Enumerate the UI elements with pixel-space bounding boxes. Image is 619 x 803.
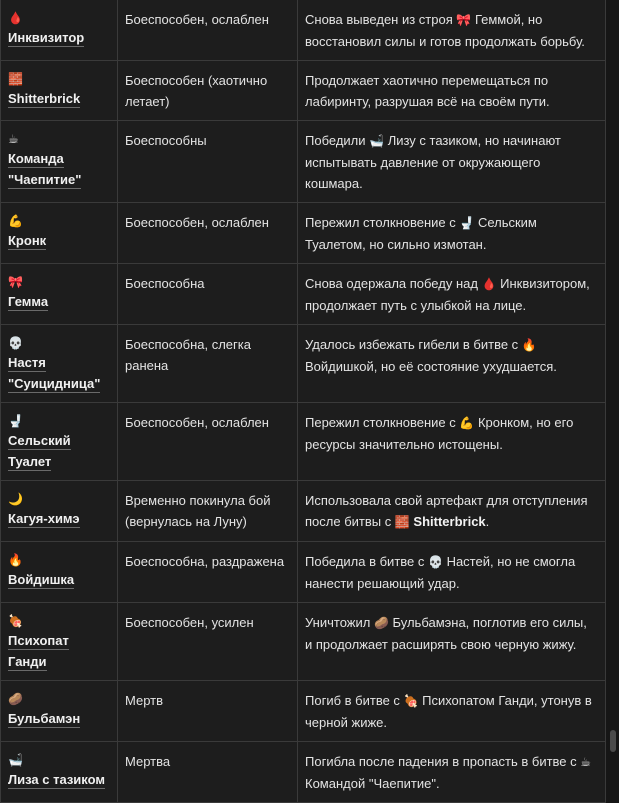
table-row	[1, 61, 606, 121]
description-text: Психопатом Ганди, утонув в черной жиже.	[305, 693, 592, 730]
character-cell	[1, 481, 118, 542]
character-name: Инквизитор	[8, 30, 85, 45]
potato-icon: 🥔	[373, 616, 389, 630]
character-name: Команда "Чаепитие"	[8, 151, 82, 187]
meat-on-bone-icon: 🍖	[8, 614, 23, 628]
status-cell: Временно покинула бой (вернулась на Луну)	[118, 481, 298, 542]
description-text: Погибла после падения в пропасть в битве с	[305, 754, 581, 769]
description-text: Продолжает хаотично перемещаться по лабиринту, разрушая всё на своём пути.	[305, 73, 550, 109]
character-cell	[1, 742, 118, 803]
status-cell: Боеспособен, усилен	[118, 603, 298, 681]
table-row	[1, 542, 606, 603]
description-text: Сельским Туалетом, но сильно измотан.	[305, 215, 537, 252]
description-text: Снова одержала победу над	[305, 276, 482, 291]
description-text: Пережил столкновение с	[305, 215, 460, 230]
character-name: Гемма	[8, 294, 49, 309]
table-row	[1, 681, 606, 742]
character-cell	[1, 61, 118, 121]
status-cell: Боеспособен, ослаблен	[118, 0, 298, 61]
character-cell	[1, 403, 118, 481]
description-text: Войдишкой, но её состояние ухудшается.	[305, 359, 557, 374]
brick-icon: 🧱	[8, 72, 23, 86]
toilet-icon: 🚽	[8, 414, 23, 428]
character-cell	[1, 681, 118, 742]
flexed-biceps-icon: 💪	[459, 416, 475, 430]
crescent-moon-icon: 🌙	[8, 492, 23, 506]
skull-icon: 💀	[8, 336, 23, 350]
description-text: Снова выведен из строя	[305, 12, 457, 27]
character-cell	[1, 121, 118, 203]
table-body	[1, 0, 606, 803]
description-cell	[298, 742, 606, 803]
status-cell: Боеспособна, слегка ранена	[118, 325, 298, 403]
character-name: Кронк	[8, 233, 47, 248]
status-cell: Боеспособен, ослаблен	[118, 403, 298, 481]
potato-icon: 🥔	[8, 692, 23, 706]
character-cell	[1, 264, 118, 325]
description-text: Победили	[305, 133, 370, 148]
character-cell	[1, 603, 118, 681]
bathtub-icon: 🛁	[8, 753, 23, 767]
description-text: .	[485, 514, 490, 529]
status-cell: Боеспособна	[118, 264, 298, 325]
brick-icon: 🧱	[394, 515, 410, 529]
character-cell	[1, 325, 118, 403]
description-text: Инквизитором, продолжает путь с улыбкой на лице.	[305, 276, 590, 313]
character-name: Психопат Ганди	[8, 633, 69, 669]
description-text: Уничтожил	[305, 615, 374, 630]
toilet-icon: 🚽	[459, 216, 475, 230]
bow-icon: 🎀	[8, 275, 23, 289]
description-text: Удалось избежать гибели в битве с	[305, 337, 522, 352]
description-cell	[298, 61, 606, 121]
skull-icon: 💀	[428, 555, 443, 569]
blood-drop-icon: 🩸	[8, 11, 23, 25]
description-text: Бульбамэна, поглотив его силы, и продолжает расширять свою черную жижу.	[305, 615, 587, 652]
character-cell	[1, 0, 118, 61]
table-row	[1, 0, 606, 61]
character-name: Shitterbrick	[8, 91, 81, 106]
description-text: Командой "Чаепитие".	[305, 776, 440, 791]
character-name: Настя "Суицидница"	[8, 355, 101, 391]
description-text: Погиб в битве с	[305, 693, 404, 708]
character-name: Сельский Туалет	[8, 433, 71, 469]
fire-icon: 🔥	[8, 553, 23, 567]
description-cell	[298, 681, 606, 742]
bold-mention: Shitterbrick	[413, 514, 486, 529]
description-cell	[298, 325, 606, 403]
status-cell: Боеспособен, ослаблен	[118, 203, 298, 264]
description-cell	[298, 0, 606, 61]
table-row	[1, 742, 606, 803]
character-name: Бульбамэн	[8, 711, 81, 726]
description-cell	[298, 403, 606, 481]
status-cell: Боеспособны	[118, 121, 298, 203]
table-row	[1, 325, 606, 403]
character-name: Войдишка	[8, 572, 75, 587]
status-cell: Боеспособна, раздражена	[118, 542, 298, 603]
scrollbar-thumb[interactable]	[610, 730, 616, 752]
description-text: Победила в битве с	[305, 554, 428, 569]
flexed-biceps-icon: 💪	[8, 214, 23, 228]
description-text: Использовала свой артефакт для отступления после битвы с	[305, 493, 588, 529]
bow-icon: 🎀	[456, 13, 472, 27]
scrollbar[interactable]	[607, 0, 619, 759]
description-text: Пережил столкновение с	[305, 415, 460, 430]
character-cell	[1, 542, 118, 603]
meat-on-bone-icon: 🍖	[403, 694, 419, 708]
description-cell	[298, 481, 606, 542]
status-cell: Мертва	[118, 742, 298, 803]
description-cell	[298, 542, 606, 603]
table-row	[1, 264, 606, 325]
coffee-cup-icon: ☕	[580, 755, 592, 769]
bathtub-icon: 🛁	[369, 134, 385, 148]
status-cell: Боеспособен (хаотично летает)	[118, 61, 298, 121]
description-cell	[298, 603, 606, 681]
fire-icon: 🔥	[521, 338, 537, 352]
description-text: Настей, но не смогла нанести решающий удар.	[305, 554, 576, 591]
description-text: Геммой, но восстановил силы и готов продолжать борьбу.	[305, 12, 585, 49]
description-cell	[298, 264, 606, 325]
character-name: Лиза с тазиком	[8, 772, 106, 787]
description-text: Лизу с тазиком, но начинают испытывать давление от окружающего кошмара.	[305, 133, 561, 191]
blood-drop-icon: 🩸	[481, 277, 497, 291]
table-row	[1, 481, 606, 542]
description-text: Кронком, но его ресурсы значительно истощены.	[305, 415, 574, 452]
coffee-cup-icon: ☕	[8, 132, 19, 146]
character-name: Кагуя-химэ	[8, 511, 80, 526]
description-cell	[298, 121, 606, 203]
description-cell	[298, 203, 606, 264]
table-row	[1, 603, 606, 681]
character-cell	[1, 203, 118, 264]
status-cell: Мертв	[118, 681, 298, 742]
table-row	[1, 121, 606, 203]
table-row	[1, 403, 606, 481]
table-row	[1, 203, 606, 264]
